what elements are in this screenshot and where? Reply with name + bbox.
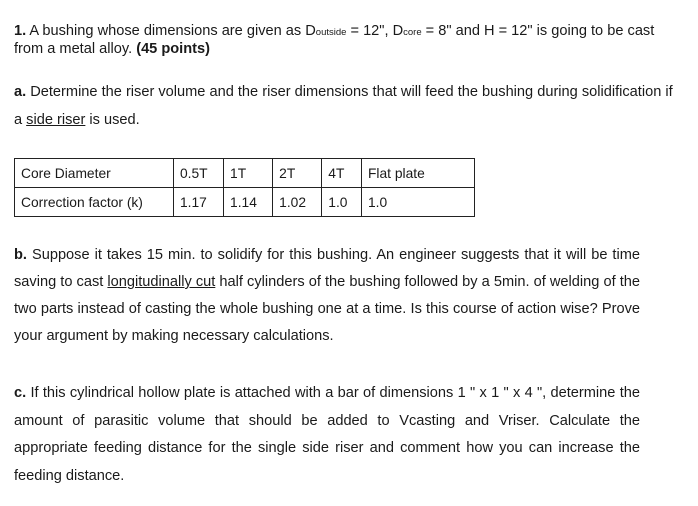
- correction-factor-table: [14, 158, 475, 217]
- table-cell: Correction factor (k): [15, 188, 174, 217]
- question-number: 1.: [14, 23, 27, 39]
- table-cell: Flat plate: [362, 159, 475, 188]
- table-cell: 0.5T: [174, 159, 224, 188]
- part-a-label: a.: [14, 84, 27, 100]
- table-row: [15, 188, 475, 217]
- table-cell: Core Diameter: [15, 159, 174, 188]
- part-a-underlined: side riser: [26, 112, 86, 128]
- table-cell: 1.17: [174, 188, 224, 217]
- question-text-part: A bushing whose dimensions are given as D: [29, 23, 316, 39]
- part-c-text: If this cylindrical hollow plate is attached with a bar of dimensions 1 " x 1 " x 4 ", determine the amount of parasitic volume that should be added to Vcasting and Vriser. Calculate the appropriate feeding distance for the single side riser and comment how you can increase the feeding distance.: [14, 385, 640, 484]
- question-text-part: = 8" and H = 12" is going to be cast from a metal alloy.: [14, 23, 655, 57]
- table-row: [15, 159, 475, 188]
- question-1: [14, 23, 684, 58]
- part-c: [14, 380, 640, 490]
- part-b-underlined: longitudinally cut: [107, 274, 216, 290]
- table-cell: 2T: [273, 159, 322, 188]
- table-cell: 1.14: [224, 188, 273, 217]
- part-c-label: c.: [14, 385, 27, 401]
- part-a-text-end: is used.: [85, 112, 140, 128]
- part-a-text: Determine the riser volume and the riser dimensions that will feed the bushing during solidification if a: [14, 84, 673, 128]
- part-b: [14, 242, 640, 350]
- table-cell: 1.02: [273, 188, 322, 217]
- question-text-part: = 12", D: [346, 23, 404, 39]
- part-b-text: Suppose it takes 15 min. to solidify for this bushing. An engineer suggests that it will be time saving to cast: [14, 247, 640, 290]
- table-cell: 1.0: [322, 188, 362, 217]
- table-cell: 4T: [322, 159, 362, 188]
- subscript-outside: outside: [315, 27, 347, 38]
- table-cell: 1.0: [362, 188, 475, 217]
- points-label: (45 points): [136, 41, 210, 57]
- subscript-core: core: [403, 27, 422, 38]
- table-cell: 1T: [224, 159, 273, 188]
- part-b-text-end: half cylinders of the bushing followed by a 5min. of welding of the two parts instead of casting the whole bushing one at a time. Is this course of action wise? Prove your argument by making necessary calculations.: [14, 274, 641, 344]
- part-b-label: b.: [14, 247, 27, 263]
- part-a: [14, 78, 684, 134]
